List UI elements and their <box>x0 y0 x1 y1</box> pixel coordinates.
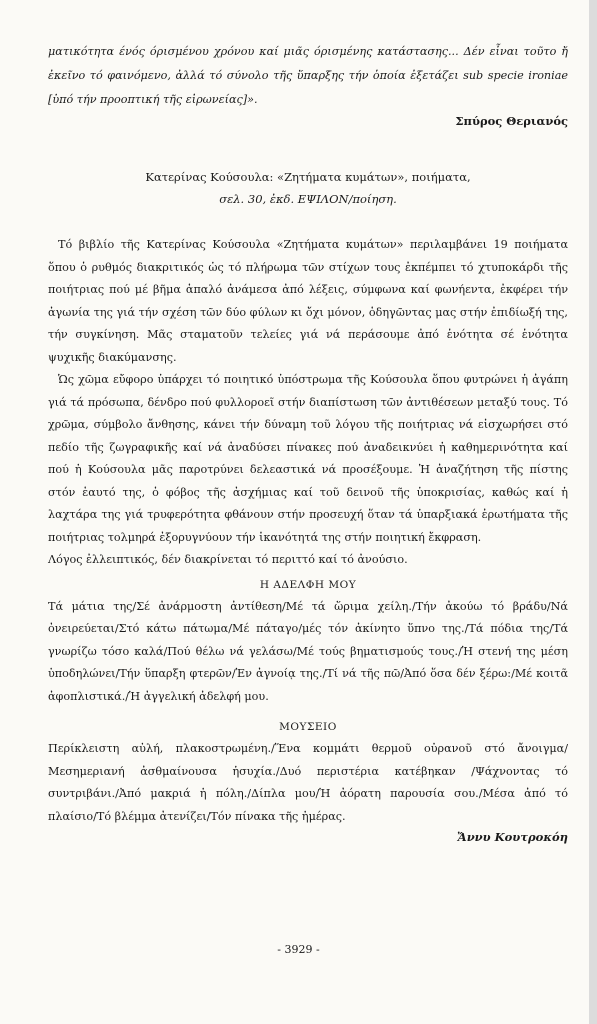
review-paragraph-2: Ὡς χῶμα εὔφορο ὑπάρχει τό ποιητικό ὑπόστρωμα τῆς Κούσουλα ὅπου φυτρώνει ἡ ἀγάπη γιά τά πρόσωπα, δένδρο πού φυλλοροεῖ στήν διαπίστωση τῶν ἀντιθέσεων μεταξύ τους. Τό χρῶμα, σύμβολο ἄνθησης, κάνει τήν δύναμη τοῦ λόγου τῆς ποιήτριας νά εἰσχωρήσει στό πεδίο τῆς ζωγραφικῆς καί νά ἀναδύσει πίνακες πού ἀναδεικνύει ἡ καθημερινότητα καί πού ἡ Κούσουλα μᾶς παροτρύνει δελεαστικά νά προσέξουμε. Ἡ ἀναζήτηση τῆς πίστης στόν ἑαυτό της, ὁ φόβος τῆς ἀσχήμιας καί τοῦ δεινοῦ τῆς ὑποκρισίας, καθώς καί ἡ λαχτάρα της γιά τρυφερότητα φθάνουν στήν προσευχή ὅταν τά ὑπαρξιακά ἐρωτήματα τῆς ποιήτριας τολμηρά ἐξορυγνύουν τήν ἱκανότητά της στήν ποιητική ἔκφραση. <box>48 373 568 544</box>
review-heading-details: σελ. 30, ἐκδ. ΕΨΙΛΟΝ/ποίηση. <box>219 192 397 206</box>
review-body <box>48 234 568 572</box>
poem-title-museum: ΜΟΥΣΕΙΟ <box>279 721 337 733</box>
signature-theriano: Σπύρος Θεριανός <box>455 114 568 128</box>
poem-text-sister: Τά μάτια της/Σέ ἀνάρμοστη ἀντίθεση/Μέ τά ὥριμα χείλη./Τήν ἀκούω τό βράδυ/Νά ὀνειρεύεται/Στό κάτω πάτωμα/Μέ πάταγο/μές τόν ἀκίνητο ὕπνο της./Τά πόδια της/Τά γνωρίζω τόσο καλά/Πού θέλω νά γελάσω/Μέ τούς βηματισμούς τους./Ἡ στενή της μέση ὑποδηλώνει/Τήν ὕπαρξη φτερῶν/Ἐν ἀγνοίᾳ της./Τί νά τῆς πῶ/Ἀπό ὅσα δέν ξέρω:/Μέ κοιτᾶ ἀφοπλιστικά./Ἡ ἀγγελική ἀδελφή μου. <box>48 599 568 703</box>
intro-paragraph: ματικότητα ένός όρισμένου χρόνου καί μιᾶς όρισμένης κατάστασης... Δέν εἶναι τοῦτο ἤ ἐκεῖνο τό φαινόμενο, ἀλλά τό σύνολο τῆς ὕπαρξης τήν ὁποία ἐξετάζει sub specie ironiae [ὑπό τήν προοπτική τῆς εἰρωνείας]». <box>48 45 568 106</box>
signature-koutrokoi: Ἄννυ Κουτροκόη <box>457 830 568 844</box>
document-page <box>48 40 568 844</box>
review-heading <box>48 166 568 210</box>
page-number: - 3929 - <box>277 943 320 956</box>
page-edge <box>589 0 597 1024</box>
review-heading-title: Κατερίνας Κούσουλα: «Ζητήματα κυμάτων», ποιήματα, <box>145 170 471 184</box>
review-paragraph-1: Τό βιβλίο τῆς Κατερίνας Κούσουλα «Ζητήματα κυμάτων» περιλαμβάνει 19 ποιήματα ὅπου ὁ ρυθμός διακριτικός ὡς τό πλήρωμα τῶν στίχων τους ἐκπέμπει τό χτυποκάρδι τῆς ποιήτριας πού μέ βῆμα ἁπαλό ἀνάμεσα ἀπό λέξεις, σύμφωνα καί φωνήεντα, ἐκφέρει τήν ἀγωνία της γιά τήν σχέση τῶν δύο φύλων κι ὄχι μόνον, ὁδηγῶντας μας στήν ἐπιδίωξή της, τήν συγκίνηση. Μᾶς σταματοῦν τελείες γιά νά περάσουμε ἀπό ἑνότητα σέ ἑνότητα ψυχικῆς διακύμανσης. <box>48 238 568 364</box>
review-paragraph-3: Λόγος ἐλλειπτικός, δέν διακρίνεται τό περιττό καί τό ἀνούσιο. <box>48 553 408 566</box>
poem-title-sister: Η ΑΔΕΛΦΗ ΜΟΥ <box>259 578 357 591</box>
poem-text-museum: Περίκλειστη αὐλή, πλακοστρωμένη./Ἕνα κομμάτι θερμοῦ οὐρανοῦ στό ἄνοιγμα/Μεσημεριανή ἀσθμαίνουσα ἡσυχία./Δυό περιστέρια κατέβηκαν /Ψάχνοντας τό συντριβάνι./Ἀπό μακριά ἡ πόλη./Δίπλα μου/Ἡ ἀόρατη παρουσία σου./Μέσα ἀπό τό πλαίσιο/Τό βλέμμα ἀτενίζει/Τόν πίνακα τῆς ἡμέρας. <box>48 742 568 823</box>
